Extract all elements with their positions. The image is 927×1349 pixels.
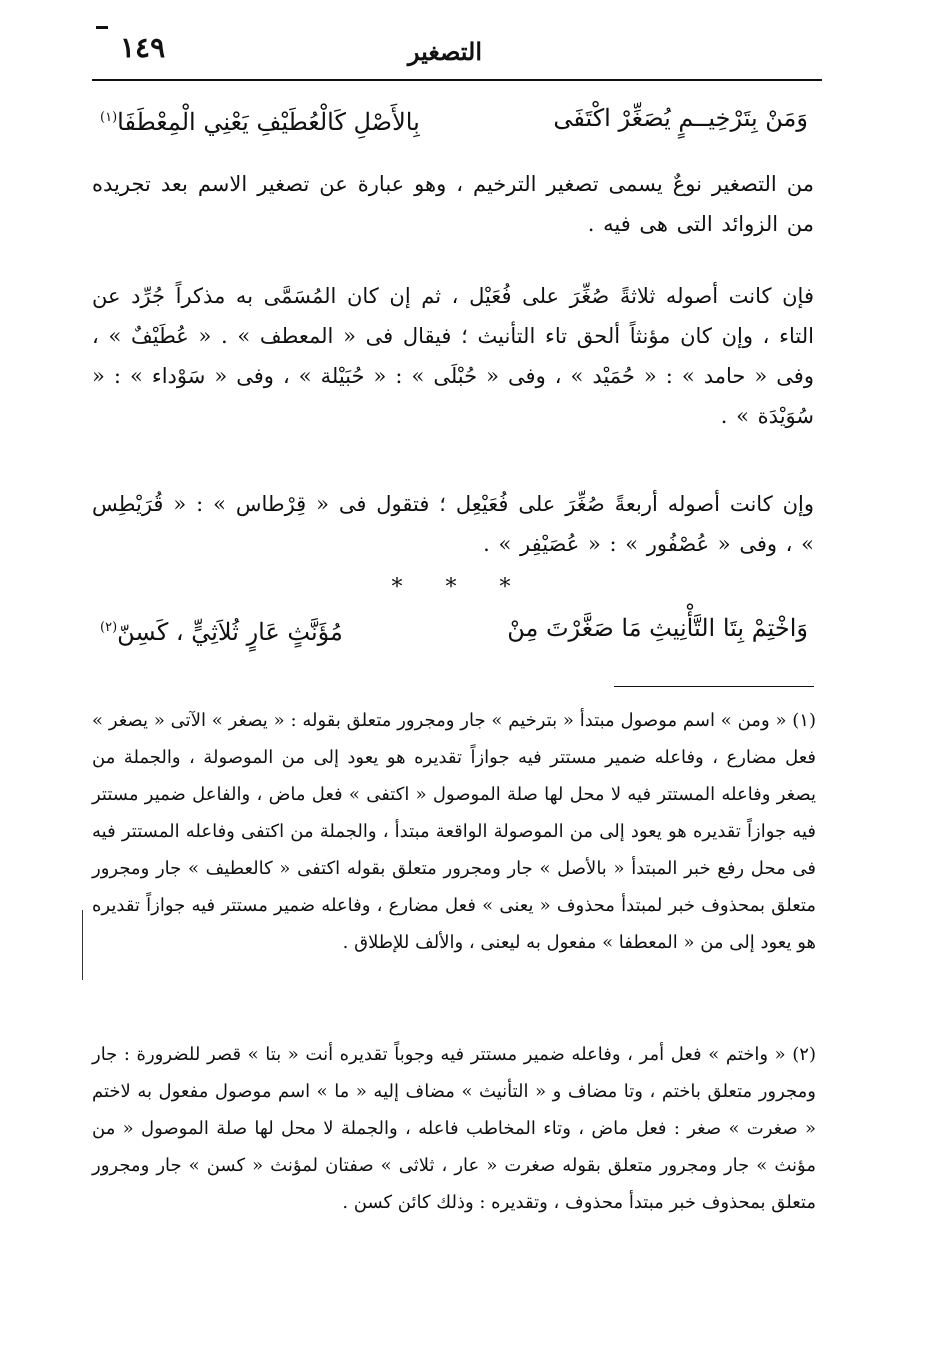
verse-two-right-hemistich: وَاخْتِمْ بِتَا التَّأْنِيثِ مَا صَغَّرْتَ مِنْ bbox=[507, 614, 808, 642]
verse-one-right-hemistich: وَمَنْ بِتَرْخِيــمٍ يُصَغِّرْ اكْتَفَى bbox=[553, 104, 808, 132]
paragraph-two: فإن كانت أصوله ثلاثةً صُغِّرَ على فُعَيْل ، ثم إن كان المُسَمَّى به مذكراً جُرِّد عن التاء ، وإن كان مؤنثاً ألحق تاء التأنيث ؛ فيقال فى « المعطف » . « عُطَيْفٌ » ، وفى « حامد » : « حُمَيْد » ، وفى « حُبْلَى » : « حُبَيْلة » ، وفى « سَوْداء » : « سُوَيْدَة » . bbox=[92, 284, 814, 428]
page-header bbox=[92, 26, 822, 78]
chapter-title: التصغير bbox=[407, 37, 482, 66]
verse-one bbox=[100, 96, 808, 140]
page-number: ١٤٩ bbox=[120, 31, 166, 64]
verse-two-left-hemistich: مُؤَنَّثٍ عَارٍ ثُلاَثِيٍّ ، كَسِنّ$^{(٢)}$ bbox=[100, 618, 343, 646]
paragraph-one: من التصغير نوعٌ يسمى تصغير الترخيم ، وهو عبارة عن تصغير الاسم بعد تجريده من الزوائد التى هى فيه . bbox=[92, 172, 814, 236]
footnote-two: (٢) « واختم » فعل أمر ، وفاعله ضمير مستتر فيه وجوباً تقديره أنت « بتا » قصر للضرورة : جار ومجرور متعلق باختم ، وتا مضاف و « التأنيث » مضاف إليه « ما » اسم موصول مفعول به لاختم « صغرت » صغر : فعل ماض ، وتاء المخاطب فاعله ، والجملة لا محل لها صلة الموصول « من مؤنث » جار ومجرور متعلق بقوله صغرت « عار ، ثلاثى » صفتان لمؤنث « كسن » جار ومجرور متعلق بمحذوف خبر مبتدأ محذوف ، وتقديره : وذلك كائن كسن . bbox=[92, 1044, 816, 1213]
section-separator: * * * bbox=[391, 575, 529, 600]
verse-one-left-hemistich: بِالأَصْلِ كَالْعُطَيْفِ يَعْنِي الْمِعْطَفَا$^{(١)}$ bbox=[100, 108, 420, 136]
footnote-one: (١) « ومن » اسم موصول مبتدأ « بترخيم » جار ومجرور متعلق بقوله : « يصغر » الآتى « يصغر » فعل مضارع ، وفاعله ضمير مستتر فيه جوازاً تقديره هو يعود إلى من الموصولة ، والجملة من يصغر وفاعله المستتر فيه لا محل لها صلة الموصول « اكتفى » فعل ماض ، والفاعل ضمير مستتر فيه جوازاً تقديره هو يعود إلى من الموصولة الواقعة مبتدأ ، والجملة من اكتفى وفاعله المستتر فيه فى محل رفع خبر المبتدأ « بالأصل » جار ومجرور متعلق بقوله اكتفى « كالعطيف » جار ومجرور متعلق بمحذوف خبر لمبتدأ محذوف « يعنى » فعل مضارع ، وفاعله ضمير مستتر فيه جوازاً تقديره هو يعود إلى من « المعطفا » مفعول به ليعنى ، والألف للإطلاق . bbox=[92, 710, 816, 953]
footnote-marker-1: (١) bbox=[100, 110, 118, 125]
footnote-rule bbox=[614, 686, 814, 687]
footnote-marker-2: (٢) bbox=[100, 620, 118, 635]
verse-two bbox=[100, 606, 808, 650]
margin-line bbox=[82, 910, 83, 980]
paragraph-three: وإن كانت أصوله أربعةً صُغِّرَ على فُعَيْعِل ؛ فتقول فى « قِرْطاس » : « قُرَيْطِس » ، وفى « عُصْفُور » : « عُصَيْفِر » . bbox=[92, 492, 814, 556]
header-rule bbox=[92, 79, 822, 81]
corner-mark bbox=[96, 26, 108, 34]
